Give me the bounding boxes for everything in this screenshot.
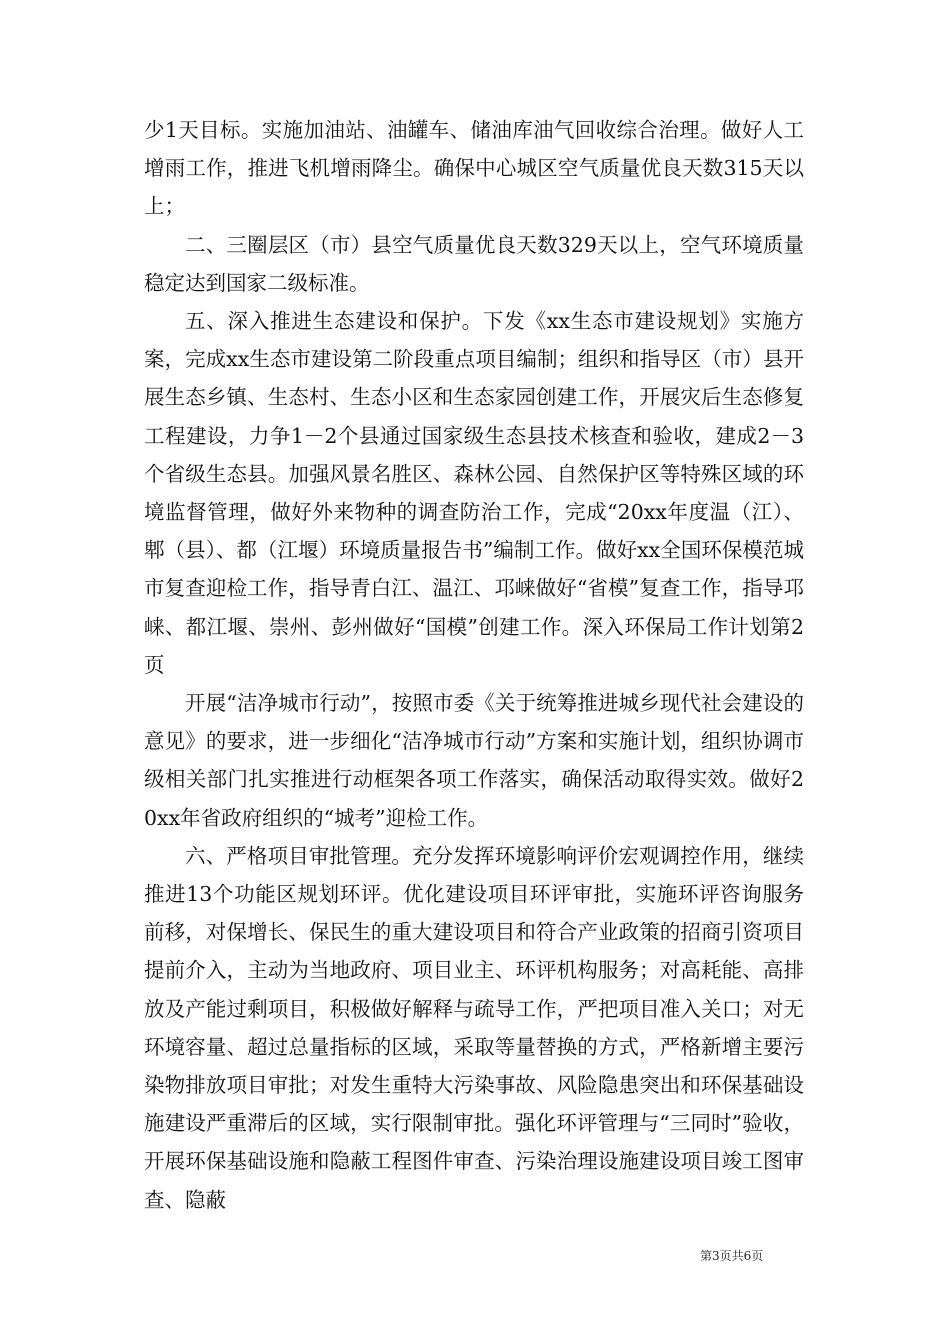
page-number-footer: 第3页共6页: [700, 1249, 764, 1263]
document-body: [144, 111, 804, 1219]
paragraph-section-6: 六、严格项目审批管理。充分发挥环境影响评价宏观调控作用，继续推进13个功能区规划环评。优化建设项目环评审批，实施环评咨询服务前移，对保增长、保民生的重大建设项目和符合产业政策的招商引资项目提前介入，主动为当地政府、项目业主、环评机构服务；对高耗能、高排放及产能过剩项目，积极做好解释与疏导工作，严把项目准入关口；对无环境容量、超过总量指标的区域，采取等量替换的方式，严格新增主要污染物排放项目审批；对发生重特大污染事故、风险隐患突出和环保基础设施建设严重滞后的区域，实行限制审批。强化环评管理与“三同时”验收，开展环保基础设施和隐蔽工程图件审查、污染治理设施建设项目竣工图审查、隐蔽: [144, 843, 804, 1212]
paragraph-section-5: 五、深入推进生态建设和保护。下发《xx生态市建设规划》实施方案，完成xx生态市建设第二阶段重点项目编制；组织和指导区（市）县开展生态乡镇、生态村、生态小区和生态家园创建工作，开展灾后生态修复工程建设，力争1－2个县通过国家级生态县技术核查和验收，建成2－3个省级生态县。加强风景名胜区、森林公园、自然保护区等特殊区域的环境监督管理，做好外来物种的调查防治工作，完成“20xx年度温（江）、郫（县）、都（江堰）环境质量报告书”编制工作。做好xx全国环保模范城市复查迎检工作，指导青白江、温江、邛崃做好“省模”复查工作，指导邛崃、都江堰、崇州、彭州做好“国模”创建工作。深入环保局工作计划第2页: [144, 309, 804, 677]
paragraph-section-2: 二、三圈层区（市）县空气质量优良天数329天以上，空气环境质量稳定达到国家二级标准。: [144, 232, 804, 295]
paragraph-continuation: 少1天目标。实施加油站、油罐车、储油库油气回收综合治理。做好人工增雨工作，推进飞机增雨降尘。确保中心城区空气质量优良天数315天以上；: [144, 118, 804, 219]
paragraph-clean-city: 开展“洁净城市行动”，按照市委《关于统筹推进城乡现代社会建设的意见》的要求，进一步细化“洁净城市行动”方案和实施计划，组织协调市级相关部门扎实推进行动框架各项工作落实，确保活动取得实效。做好20xx年省政府组织的“城考”迎检工作。: [144, 691, 804, 830]
